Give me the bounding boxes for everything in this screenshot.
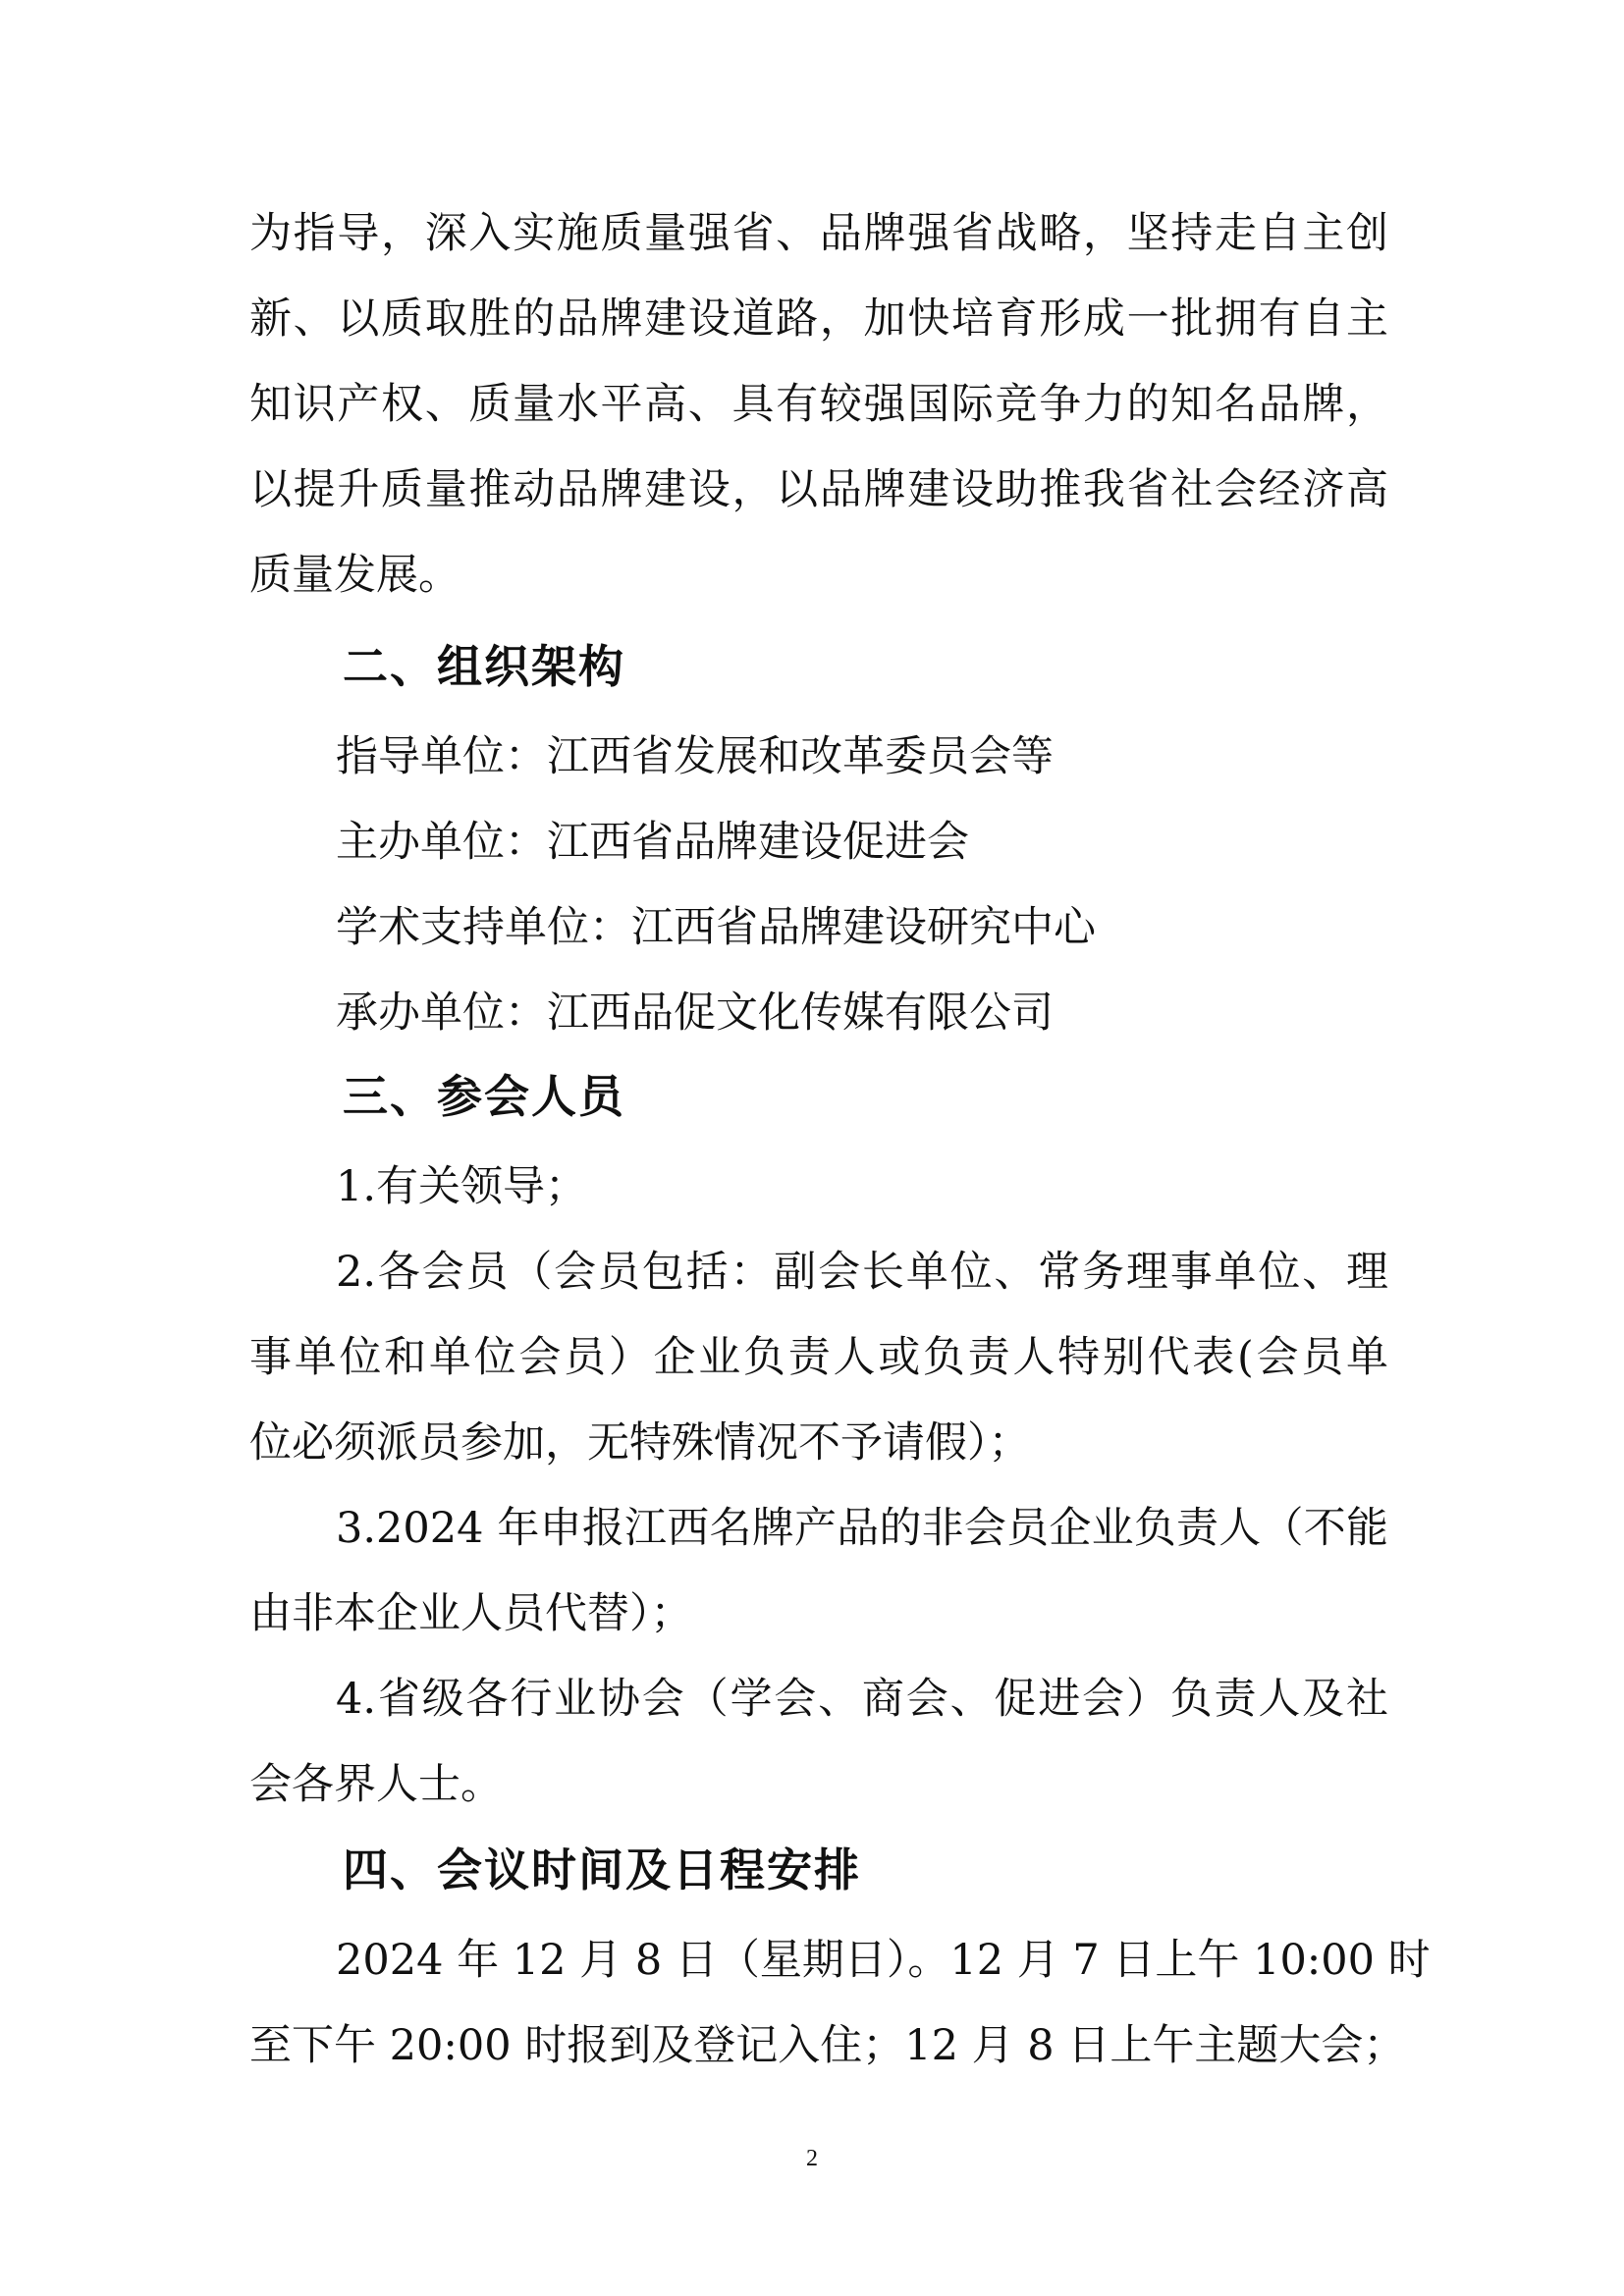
attendee-item-continued: 事单位和单位会员）企业负责人或负责人特别代表(会员单 [249,1333,1388,1382]
schedule-line: 至下午 20:00 时报到及登记入住；12 月 8 日上午主题大会； [249,2021,1406,2070]
organization-item: 指导单位：江西省发展和改革委员会等 [336,732,1054,781]
section-heading-organization: 二、组织架构 [343,640,625,693]
page-number: 2 [806,2146,818,2171]
attendee-item-continued: 会各界人士。 [249,1760,503,1809]
paragraph-line: 为指导，深入实施质量强省、品牌强省战略，坚持走自主创 [249,209,1388,258]
attendee-item-continued: 位必须派员参加，无特殊情况不予请假）； [249,1418,1031,1468]
paragraph-line: 质量发展。 [249,551,460,600]
organization-item: 承办单位：江西品促文化传媒有限公司 [336,988,1054,1038]
schedule-line: 2024 年 12 月 8 日（星期日）。12 月 7 日上午 10:00 时 [336,1936,1431,1985]
attendee-item: 2.各会员（会员包括：副会长单位、常务理事单位、理 [336,1248,1388,1297]
attendee-item: 1.有关领导； [336,1162,588,1211]
section-heading-schedule: 四、会议时间及日程安排 [343,1843,861,1896]
paragraph-line: 以提升质量推动品牌建设，以品牌建设助推我省社会经济高 [249,465,1388,514]
organization-item: 主办单位：江西省品牌建设促进会 [336,818,969,867]
attendee-item: 3.2024 年申报江西名牌产品的非会员企业负责人（不能 [336,1504,1388,1553]
attendee-item: 4.省级各行业协会（学会、商会、促进会）负责人及社 [336,1675,1388,1724]
section-heading-attendees: 三、参会人员 [343,1070,625,1123]
organization-item: 学术支持单位：江西省品牌建设研究中心 [336,903,1096,952]
attendee-item-continued: 由非本企业人员代替）； [249,1589,693,1638]
paragraph-line: 知识产权、质量水平高、具有较强国际竞争力的知名品牌， [249,380,1388,429]
paragraph-line: 新、以质取胜的品牌建设道路，加快培育形成一批拥有自主 [249,294,1388,344]
